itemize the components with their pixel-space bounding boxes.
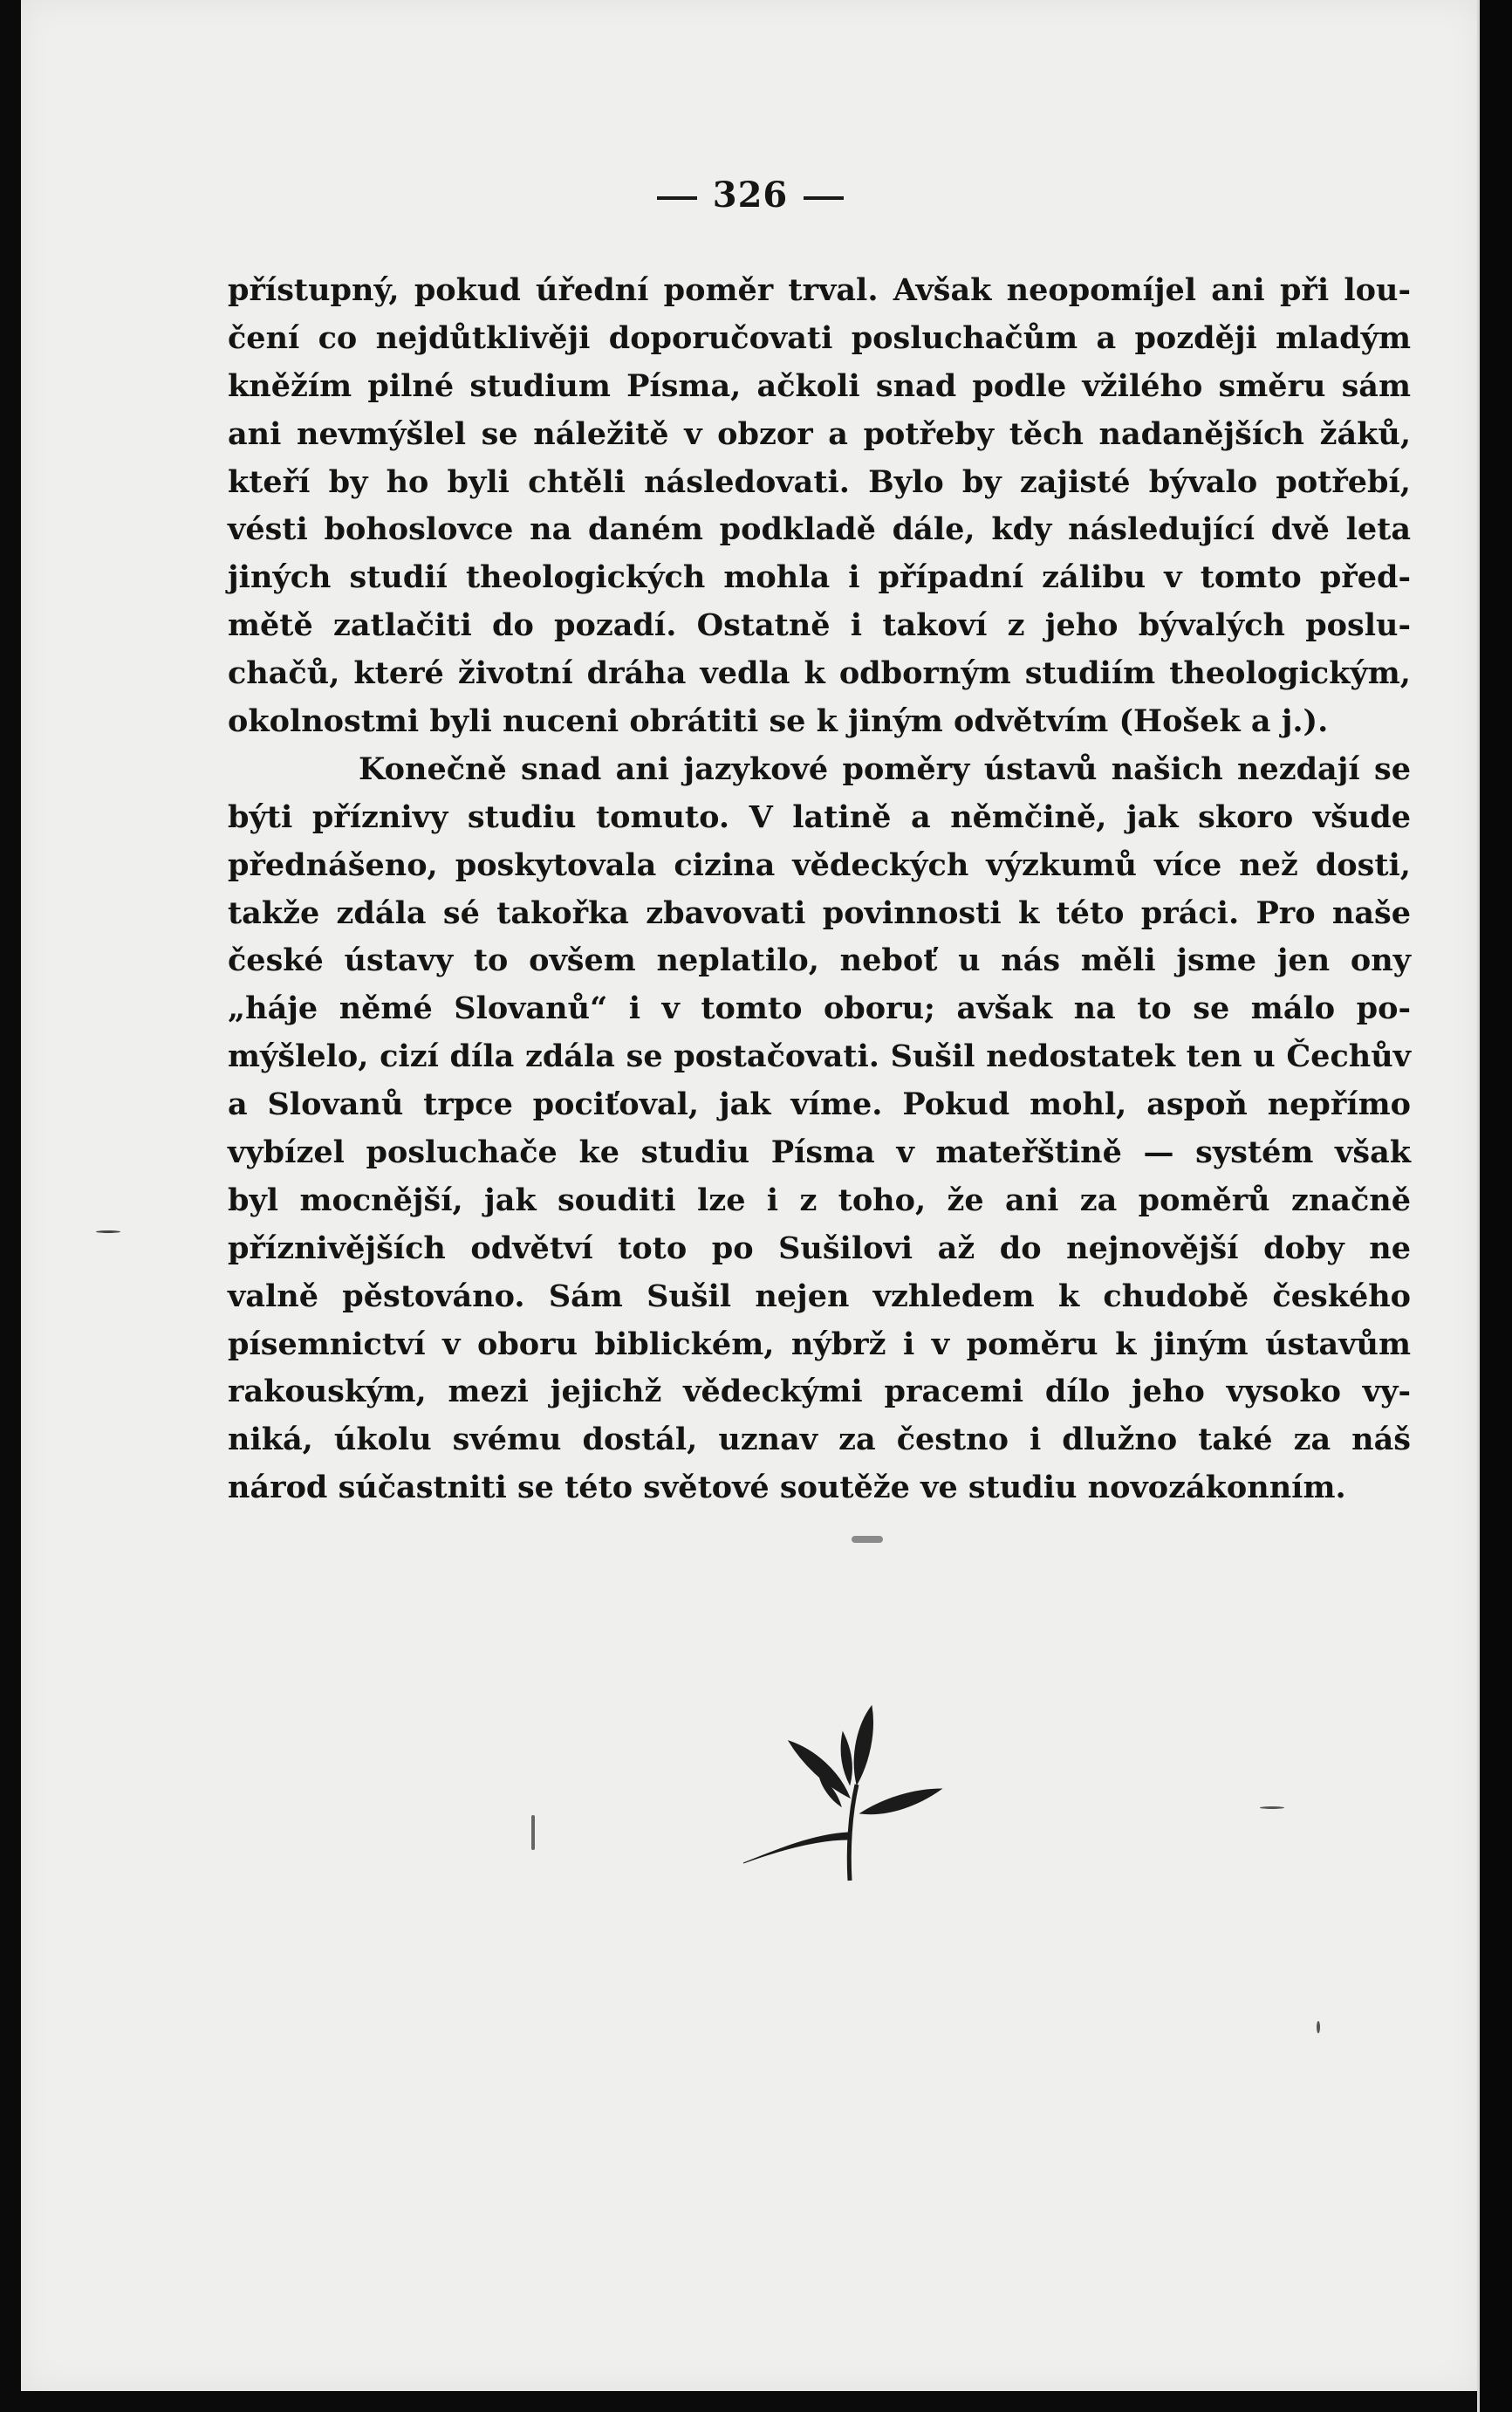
- body-text: [228, 267, 1411, 1512]
- scan-speck: [1317, 2021, 1320, 2033]
- text-line: kteří by ho byli chtěli následovati. Bylo by zajisté bývalo potřebí,: [228, 463, 1411, 500]
- book-page: [21, 0, 1480, 2391]
- text-line: vésti bohoslovce na daném podkladě dále, kdy následující dvě leta: [228, 511, 1411, 548]
- page-edge: [1477, 0, 1512, 2412]
- page-number-dash-left: [657, 196, 697, 200]
- text-line: chačů, které životní dráha vedla k odborným studiím theologickým,: [228, 655, 1411, 692]
- text-line: české ústavy to ovšem neplatilo, neboť u nás měli jsme jen ony: [228, 942, 1411, 979]
- page-number-value: 326: [712, 175, 789, 216]
- leaf-sprig-ornament: [719, 1702, 998, 1885]
- text-line: rakouským, mezi jejichž vědeckými pracemi dílo jeho vysoko vy-: [228, 1374, 1411, 1410]
- text-line: okolnostmi byli nuceni obrátiti se k jiným odvětvím (Hošek a j.).: [228, 703, 1329, 740]
- text-line: takže zdála sé takořka zbavovati povinnosti k této práci. Pro naše: [228, 894, 1411, 931]
- scan-speck: [852, 1536, 883, 1543]
- scan-speck: [96, 1230, 120, 1233]
- text-line: valně pěstováno. Sám Sušil nejen vzhledem k chudobě českého: [228, 1278, 1411, 1314]
- text-line: „háje němé Slovanů“ i v tomto oboru; avšak na to se málo po-: [228, 990, 1411, 1027]
- text-line: přednášeno, poskytovala cizina vědeckých výzkumů více než dosti,: [228, 846, 1411, 883]
- text-line: niká, úkolu svému dostál, uznav za čestno i dlužno také za náš: [228, 1422, 1411, 1458]
- text-line: býti příznivy studiu tomuto. V latině a němčině, jak skoro všude: [228, 798, 1411, 835]
- text-line: písemnictví v oboru biblickém, nýbrž i v poměru k jiným ústavům: [228, 1326, 1411, 1362]
- text-line: vybízel posluchače ke studiu Písma v mateřštině — systém však: [228, 1134, 1411, 1171]
- text-line: národ súčastniti se této světové soutěže ve studiu novozákonním.: [228, 1470, 1346, 1506]
- text-line: přístupný, pokud úřední poměr trval. Avšak neopomíjel ani při lou-: [228, 272, 1411, 308]
- text-line: ani nevmýšlel se náležitě v obzor a potřeby těch nadanějších žáků,: [228, 415, 1411, 452]
- text-line: mětě zatlačiti do pozadí. Ostatně i takoví z jeho bývalých poslu-: [228, 607, 1411, 644]
- text-line: byl mocnější, jak souditi lze i z toho, že ani za poměrů značně: [228, 1182, 1411, 1218]
- text-line: mýšlelo, cizí díla zdála se postačovati. Sušil nedostatek ten u Čechův: [228, 1038, 1411, 1075]
- scan-speck: [531, 1815, 535, 1850]
- text-line: příznivějších odvětví toto po Sušilovi až do nejnovější doby ne: [228, 1230, 1411, 1266]
- text-line: Konečně snad ani jazykové poměry ústavů našich nezdají se: [359, 750, 1411, 787]
- scan-speck: [1260, 1806, 1284, 1809]
- page-number: [21, 175, 1480, 216]
- text-line: kněžím pilné studium Písma, ačkoli snad podle vžilého směru sám: [228, 367, 1411, 404]
- text-line: jiných studií theologických mohla i případní zálibu v tomto před-: [228, 559, 1411, 596]
- text-line: čení co nejdůtklivěji doporučovati posluchačům a později mladým: [228, 319, 1411, 356]
- page-number-dash-right: [804, 196, 844, 200]
- text-line: a Slovanů trpce pociťoval, jak víme. Pokud mohl, aspoň nepřímo: [228, 1086, 1411, 1123]
